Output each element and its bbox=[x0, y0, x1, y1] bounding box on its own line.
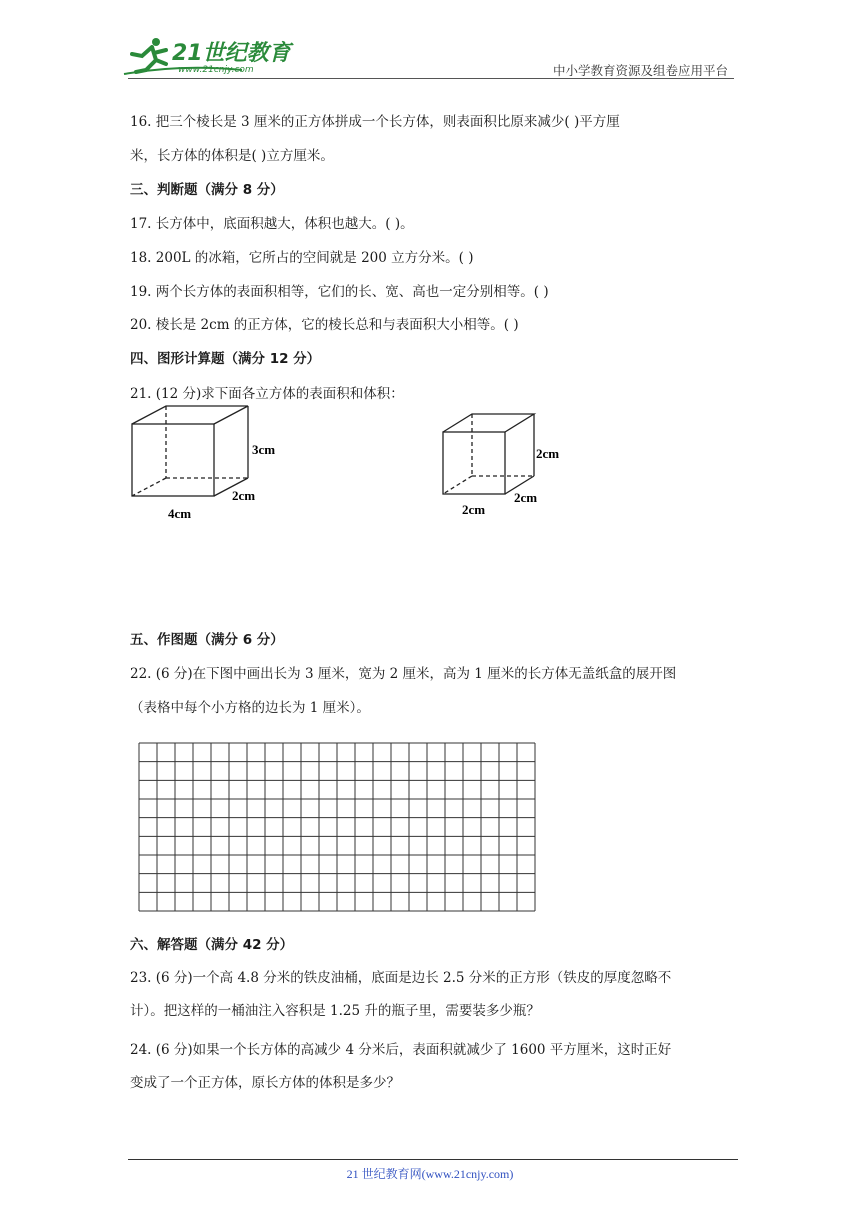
logo-text: 21世纪教育 bbox=[172, 41, 291, 66]
q23-line2: 计）。把这样的一桶油注入容积是 1.25 升的瓶子里，需要装多少瓶？ bbox=[130, 1003, 540, 1019]
q17: 17. 长方体中，底面积越大，体积也越大。( )。 bbox=[130, 216, 414, 232]
drawing-grid[interactable] bbox=[138, 742, 536, 912]
section-3-title: 三、判断题（满分 8 分） bbox=[130, 182, 284, 198]
cube-length-label: 2cm bbox=[462, 502, 486, 517]
cuboid-length-label: 4cm bbox=[168, 506, 192, 521]
cube-height-label: 2cm bbox=[536, 446, 560, 461]
cube-width-label: 2cm bbox=[514, 490, 538, 505]
site-logo bbox=[122, 34, 292, 78]
footer-divider bbox=[128, 1159, 738, 1160]
q24-line2: 变成了一个正方体，原长方体的体积是多少？ bbox=[130, 1075, 400, 1091]
header-platform-text: 中小学教育资源及组卷应用平台 bbox=[552, 63, 728, 78]
q16-line1: 16. 把三个棱长是 3 厘米的正方体拼成一个长方体，则表面积比原来减少( )平方厘 bbox=[130, 114, 620, 130]
q23-line1: 23. (6 分)一个高 4.8 分米的铁皮油桶，底面是边长 2.5 分米的正方形（铁皮的厚度忽略不 bbox=[130, 970, 672, 986]
section-5-title: 五、作图题（满分 6 分） bbox=[130, 632, 284, 648]
header-divider bbox=[128, 78, 734, 79]
q20: 20. 棱长是 2cm 的正方体，它的棱长总和与表面积大小相等。( ) bbox=[130, 317, 519, 333]
cuboid-width-label: 2cm bbox=[232, 488, 256, 503]
cube-figure bbox=[438, 412, 568, 522]
q22-line2: （表格中每个小方格的边长为 1 厘米）。 bbox=[130, 700, 370, 716]
q24-line1: 24. (6 分)如果一个长方体的高减少 4 分米后，表面积就减少了 1600 平方厘米，这时正好 bbox=[130, 1042, 672, 1058]
q22-line1: 22. (6 分)在下图中画出长为 3 厘米，宽为 2 厘米，高为 1 厘米的长方体无盖纸盒的展开图 bbox=[130, 666, 677, 682]
q16-line2: 米，长方体的体积是( )立方厘米。 bbox=[130, 148, 334, 164]
logo-url: www.21cnjy.com bbox=[178, 65, 254, 75]
footer-text: 21 世纪教育网(www.21cnjy.com) bbox=[346, 1167, 514, 1181]
section-6-title: 六、解答题（满分 42 分） bbox=[130, 937, 294, 953]
section-4-title: 四、图形计算题（满分 12 分） bbox=[130, 351, 321, 367]
q21: 21. (12 分)求下面各立方体的表面积和体积： bbox=[130, 386, 404, 402]
q18: 18. 200L 的冰箱，它所占的空间就是 200 立方分米。( ) bbox=[130, 250, 474, 266]
cuboid-height-label: 3cm bbox=[252, 442, 276, 457]
cuboid-figure bbox=[126, 402, 276, 527]
q19: 19. 两个长方体的表面积相等，它们的长、宽、高也一定分别相等。( ) bbox=[130, 284, 549, 300]
